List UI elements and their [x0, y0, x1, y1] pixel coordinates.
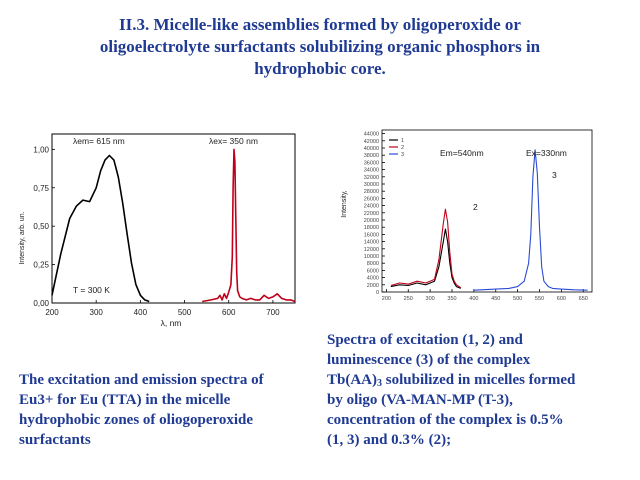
x-tick-label: 600	[222, 308, 236, 317]
y-tick-label: 0,25	[33, 260, 49, 270]
y-tick-label: 4000	[366, 275, 379, 282]
legend-label: 1	[401, 138, 405, 144]
x-tick-label: 400	[469, 296, 479, 302]
y-tick-label: 26000	[363, 196, 379, 203]
caption-line: Eu3+ for Eu (TTA) in the micelle	[19, 392, 231, 408]
annotation-temperature: T = 300 K	[73, 285, 110, 295]
annotation-lambda-em: λem= 615 nm	[73, 136, 125, 146]
y-tick-label: 0	[375, 290, 379, 296]
y-axis-label: Intensity, arb. un.	[19, 211, 26, 265]
x-tick-label: 600	[556, 296, 566, 302]
y-tick-label: 14000	[363, 239, 379, 246]
x-tick-label: 700	[266, 308, 280, 317]
tb-spectra-chart	[330, 124, 600, 312]
slide-title	[20, 14, 620, 80]
y-tick-label: 32000	[363, 174, 379, 181]
annotation-lambda-ex: λex= 350 nm	[209, 136, 258, 146]
y-tick-label: 30000	[363, 182, 379, 188]
y-tick-label: 24000	[363, 203, 379, 210]
caption-line	[327, 370, 627, 390]
y-tick-label: 6000	[366, 268, 379, 275]
x-tick-label: 200	[381, 296, 391, 302]
x-tick-label: 200	[45, 308, 59, 317]
y-tick-label: 8000	[366, 261, 379, 268]
caption-line: (1, 3) and 0.3% (2);	[327, 432, 452, 448]
caption-line: Spectra of excitation (1, 2) and	[327, 332, 523, 348]
subscript: 3	[377, 378, 383, 389]
x-tick-label: 500	[513, 296, 523, 302]
caption-line: luminescence (3) of the complex	[327, 352, 531, 368]
caption-text: Tb(AA)	[327, 372, 378, 388]
x-tick-label: 650	[578, 296, 588, 302]
y-tick-label: 22000	[363, 210, 379, 217]
y-tick-label: 42000	[363, 138, 379, 145]
slide-title-line: oligoelectrolyte surfactants solubilizing organic phosphors in	[99, 37, 541, 56]
x-tick-label: 250	[403, 296, 413, 302]
x-axis-label: λ, nm	[160, 318, 182, 328]
y-tick-label: 40000	[363, 146, 379, 152]
y-tick-label: 0,75	[33, 183, 49, 193]
y-tick-label: 16000	[363, 232, 379, 239]
x-tick-label: 350	[447, 296, 457, 302]
eu-spectra-chart	[5, 128, 305, 340]
y-tick-label: 0,50	[33, 222, 49, 232]
left-chart-caption	[19, 370, 319, 450]
legend-label: 3	[401, 152, 405, 158]
x-tick-label: 400	[133, 308, 148, 317]
x-tick-label: 300	[425, 296, 435, 302]
x-tick-label: 500	[177, 308, 192, 317]
y-tick-label: 2000	[366, 282, 379, 289]
annotation-em: Em=540nm	[440, 148, 484, 158]
x-tick-label: 450	[491, 296, 501, 302]
caption-line: The excitation and emission spectra of	[19, 372, 264, 388]
y-tick-label: 12000	[363, 246, 379, 253]
slide-title-line: II.3. Micelle-like assemblies formed by oligoperoxide or	[119, 15, 521, 34]
y-tick-label: 36000	[363, 160, 379, 167]
y-tick-label: 28000	[363, 189, 379, 196]
legend-label: 2	[401, 145, 405, 151]
annotation-ex: Ex=330nm	[526, 148, 567, 158]
y-axis-label: Intensity,	[341, 190, 348, 218]
x-tick-label: 300	[89, 308, 103, 317]
y-tick-label: 1,00	[33, 145, 49, 155]
y-tick-label: 44000	[363, 131, 379, 138]
caption-line: hydrophobic zones of oliogoperoxide	[19, 412, 254, 428]
caption-line: surfactants	[19, 432, 91, 448]
curve-label-2: 2	[473, 202, 478, 212]
caption-text: solubilized in micelles formed	[382, 372, 576, 388]
right-chart-caption	[327, 330, 627, 450]
y-tick-label: 34000	[363, 167, 379, 174]
y-tick-label: 18000	[363, 225, 379, 232]
slide-title-line: hydrophobic core.	[254, 59, 386, 78]
x-tick-label: 550	[534, 296, 545, 302]
curve-label-3: 3	[552, 170, 557, 180]
caption-line: concentration of the complex is 0.5%	[327, 412, 564, 428]
caption-line: by oligo (VA-MAN-MP (T-3),	[327, 392, 513, 408]
y-tick-label: 20000	[363, 218, 379, 224]
y-tick-label: 10000	[363, 254, 379, 260]
y-tick-label: 38000	[363, 153, 379, 160]
y-tick-label: 0,00	[33, 299, 49, 308]
